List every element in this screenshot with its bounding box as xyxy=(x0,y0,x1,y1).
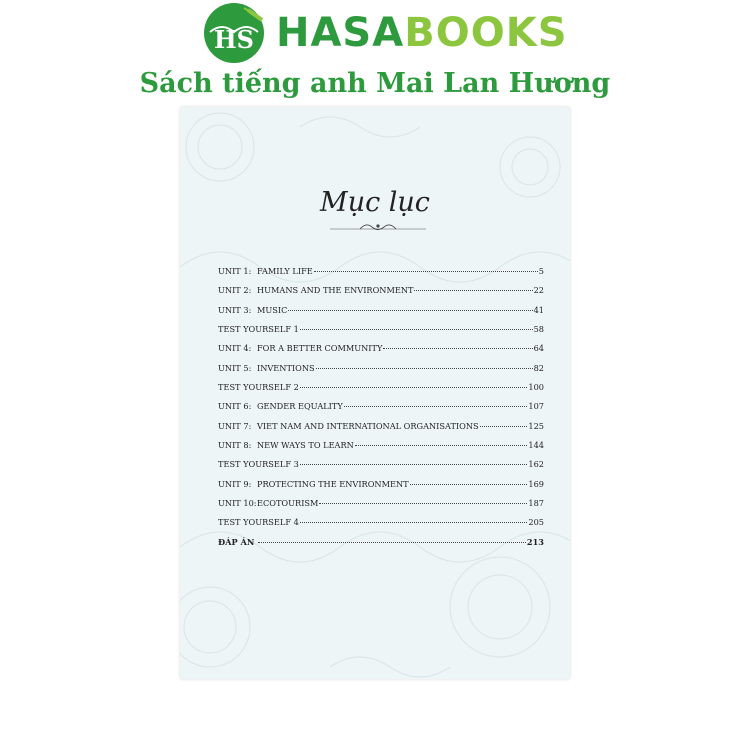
toc-row[interactable] xyxy=(218,440,544,459)
toc-row[interactable] xyxy=(218,517,544,536)
toc-page-number: 125 xyxy=(528,420,544,431)
toc-page-number: 41 xyxy=(533,304,544,315)
header-subtitle: Sách tiếng anh Mai Lan Hương xyxy=(139,68,611,99)
toc-page-number: 187 xyxy=(528,498,544,509)
toc-dot-leader xyxy=(383,347,532,349)
brand-name xyxy=(276,6,568,60)
toc-unit-label: UNIT 9: xyxy=(218,478,252,489)
toc-row[interactable] xyxy=(218,266,544,285)
toc-dot-leader xyxy=(300,521,528,523)
toc-page-number: 144 xyxy=(528,440,544,451)
toc-dot-leader xyxy=(480,425,528,427)
toc-page-number: 82 xyxy=(533,362,544,373)
toc-dot-leader xyxy=(344,405,528,407)
toc-row[interactable] xyxy=(218,459,544,478)
toc-page-number: 169 xyxy=(528,478,544,489)
brand-name-part2: BOOKS xyxy=(404,10,568,56)
toc-unit-label: UNIT 1: xyxy=(218,266,252,276)
toc-entry-title: PROTECTING THE ENVIRONMENT xyxy=(257,478,409,489)
toc-row[interactable] xyxy=(218,421,544,440)
toc-entry-title: ECOTOURISM xyxy=(257,498,319,509)
toc-entry-title: NEW WAYS TO LEARN xyxy=(257,440,354,451)
toc-entry-title: FOR A BETTER COMMUNITY xyxy=(257,343,383,354)
toc-page-number: 58 xyxy=(533,324,544,335)
toc-dot-leader xyxy=(300,328,533,330)
toc-dot-leader xyxy=(258,541,526,543)
toc-unit-label: UNIT 10: xyxy=(218,498,257,509)
toc-row[interactable] xyxy=(218,479,544,498)
toc-dot-leader xyxy=(288,309,532,311)
toc-dot-leader xyxy=(314,270,538,272)
toc-dot-leader xyxy=(414,289,532,291)
toc-row[interactable] xyxy=(218,343,544,362)
toc-row[interactable] xyxy=(218,324,544,343)
toc-row[interactable] xyxy=(218,305,544,324)
toc-entry-title: TEST YOURSELF 2 xyxy=(218,382,299,393)
toc-unit-label: UNIT 8: xyxy=(218,440,252,451)
toc-dot-leader xyxy=(319,502,527,504)
toc-dot-leader xyxy=(355,444,528,446)
toc-title: Mục lục xyxy=(320,187,430,218)
toc-row[interactable] xyxy=(218,382,544,401)
book-page xyxy=(180,107,570,679)
toc-page-number: 213 xyxy=(526,536,544,547)
toc-row[interactable] xyxy=(218,498,544,517)
toc-dot-leader xyxy=(410,483,528,485)
toc-entry-title: TEST YOURSELF 3 xyxy=(218,459,299,470)
toc-entry-title: GENDER EQUALITY xyxy=(257,401,343,412)
toc-unit-label: UNIT 4: xyxy=(218,343,252,354)
toc-unit-label: UNIT 3: xyxy=(218,304,252,315)
toc-entry-title: INVENTIONS xyxy=(257,362,315,373)
toc-page-number: 5 xyxy=(538,266,544,276)
toc-page-number: 22 xyxy=(533,285,544,296)
svg-text:HS: HS xyxy=(213,25,255,54)
toc-dot-leader xyxy=(316,367,533,369)
toc-unit-label: ĐÁP ÁN xyxy=(218,536,255,547)
flourish-divider-icon xyxy=(330,220,426,234)
toc-entry-title: MUSIC xyxy=(257,304,288,315)
toc-unit-label: UNIT 2: xyxy=(218,285,252,296)
toc-dot-leader xyxy=(300,386,528,388)
table-of-contents xyxy=(218,266,544,556)
brand-name-part1: HASA xyxy=(276,10,405,56)
toc-entry-title: FAMILY LIFE xyxy=(257,266,313,276)
toc-entry-title: TEST YOURSELF 1 xyxy=(218,324,299,335)
toc-page-number: 64 xyxy=(533,343,544,354)
toc-page-number: 100 xyxy=(528,382,544,393)
toc-row[interactable] xyxy=(218,401,544,420)
toc-entry-title: VIET NAM AND INTERNATIONAL ORGANISATIONS xyxy=(257,420,479,431)
header xyxy=(0,0,750,110)
toc-page-number: 162 xyxy=(528,459,544,470)
toc-unit-label: UNIT 7: xyxy=(218,420,252,431)
toc-page-number: 107 xyxy=(528,401,544,412)
toc-unit-label: UNIT 5: xyxy=(218,362,252,373)
toc-row[interactable] xyxy=(218,285,544,304)
toc-row[interactable] xyxy=(218,363,544,382)
toc-row[interactable] xyxy=(218,537,544,556)
toc-entry-title: HUMANS AND THE ENVIRONMENT xyxy=(257,285,414,296)
toc-entry-title: TEST YOURSELF 4 xyxy=(218,517,299,528)
hs-book-logo-icon xyxy=(200,2,268,64)
toc-unit-label: UNIT 6: xyxy=(218,401,252,412)
toc-page-number: 205 xyxy=(528,517,544,528)
toc-dot-leader xyxy=(300,463,528,465)
